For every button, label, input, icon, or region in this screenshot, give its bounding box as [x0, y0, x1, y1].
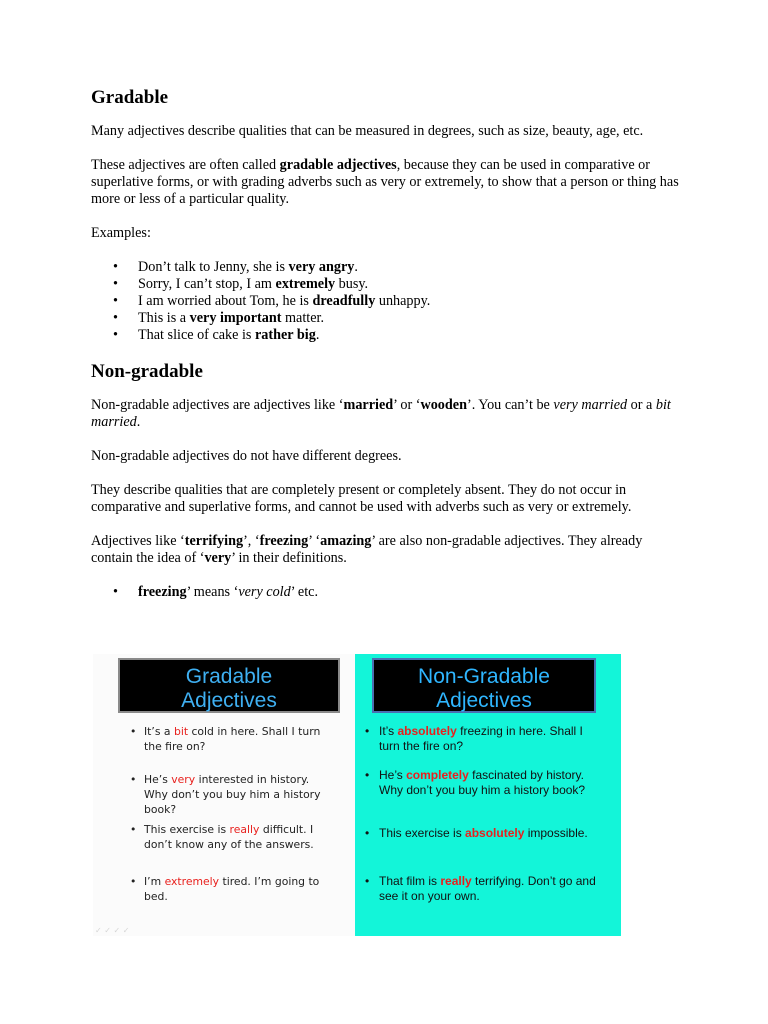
- text: Non-gradable adjectives are adjectives like ‘: [91, 397, 344, 413]
- text: Adjectives like ‘: [91, 533, 185, 549]
- bold-term: very: [204, 550, 232, 566]
- nongradable-title-box: [372, 658, 596, 713]
- text: This exercise is: [144, 823, 230, 836]
- text: ’ means ‘: [186, 584, 239, 600]
- text: busy.: [335, 276, 369, 292]
- nongradable-paragraph-3: They describe qualities that are completely present or completely absent. They do not occur in comparative and superlative forms, and cannot be used with adverbs such as very or extremely.: [91, 482, 632, 515]
- highlight-word: completely: [406, 768, 469, 782]
- nongradable-examples-list: [91, 584, 681, 601]
- panel-title-line: Adjectives: [181, 689, 277, 712]
- bold-term: amazing: [320, 533, 372, 549]
- text: That slice of cake is: [138, 327, 255, 343]
- italic-term: very married: [553, 397, 628, 413]
- highlight-word: absolutely: [397, 724, 457, 738]
- text: This is a: [138, 310, 190, 326]
- text: .: [354, 259, 358, 275]
- bold-term: extremely: [275, 276, 336, 292]
- text: unhappy.: [375, 293, 431, 309]
- highlight-word: very: [171, 773, 196, 786]
- text: ’, ‘: [243, 533, 260, 549]
- faint-marks: ✓ ✓ ✓ ✓: [95, 926, 130, 935]
- highlight-word: really: [440, 874, 472, 888]
- text: It’s a: [144, 725, 174, 738]
- text: difficult. I don’t know any of the answers.: [144, 823, 314, 851]
- bold-term: wooden: [420, 397, 467, 413]
- panel-title-line: Non-Gradable: [418, 665, 550, 688]
- text: He’s: [144, 773, 172, 786]
- list-item: [138, 259, 681, 276]
- heading-gradable: Gradable: [91, 87, 169, 108]
- highlight-word: extremely: [164, 875, 220, 888]
- list-item: [138, 327, 681, 344]
- list-item: [138, 310, 681, 327]
- gradable-paragraph-2: [91, 157, 681, 208]
- bold-term: terrifying: [184, 533, 244, 549]
- text: It’s: [379, 724, 398, 738]
- gradable-example-list: [130, 724, 330, 904]
- nongradable-panel: [355, 654, 621, 936]
- text: ’ in their definitions.: [231, 550, 347, 566]
- text: ’ ‘: [308, 533, 321, 549]
- text: fascinated by history. Why don’t you buy him a history book?: [379, 768, 586, 797]
- highlight-word: really: [229, 823, 260, 836]
- list-item: [365, 874, 605, 904]
- panel-title-line: Adjectives: [436, 689, 532, 712]
- text: tired. I’m going to bed.: [144, 875, 320, 903]
- text: interested in history. Why don’t you buy him a history book?: [144, 773, 321, 816]
- text: He’s: [379, 768, 407, 782]
- italic-term: bit married: [91, 397, 671, 430]
- list-item: [130, 822, 330, 860]
- text: freezing in here. Shall I turn the fire on?: [379, 724, 583, 753]
- text: or a: [627, 397, 656, 413]
- text: I’m: [144, 875, 165, 888]
- bold-term: freezing: [138, 584, 187, 600]
- text: , because they can be used in comparative or superlative forms, or with grading adverbs such as very or extremely, to show that a person or thing has more or less of a particular quality.: [91, 157, 679, 207]
- bold-term: very angry: [288, 259, 355, 275]
- bold-term: gradable adjectives: [279, 157, 397, 173]
- gradable-title-box: [118, 658, 340, 713]
- nongradable-paragraph-2: Non-gradable adjectives do not have different degrees.: [91, 448, 402, 464]
- bold-term: very important: [189, 310, 282, 326]
- text: That film is: [379, 874, 441, 888]
- text: .: [136, 414, 141, 430]
- italic-term: very cold: [238, 584, 291, 600]
- text: ’. You can’t be: [466, 397, 554, 413]
- text: Don’t talk to Jenny, she is: [138, 259, 289, 275]
- text: matter.: [281, 310, 324, 326]
- nongradable-paragraph-4: [91, 533, 681, 567]
- list-item: [138, 293, 681, 310]
- bold-term: dreadfully: [312, 293, 376, 309]
- text: ’ are also non-gradable adjectives. They already contain the idea of ‘: [91, 533, 643, 566]
- list-item: [130, 772, 330, 816]
- list-item: [138, 584, 681, 601]
- text: impossible.: [524, 826, 588, 840]
- text: I am worried about Tom, he is: [138, 293, 313, 309]
- examples-label: Examples:: [91, 225, 151, 241]
- gradable-paragraph-1: Many adjectives describe qualities that can be measured in degrees, such as size, beauty, age, etc.: [91, 123, 644, 139]
- nongradable-paragraph-1: [91, 397, 681, 431]
- text: cold in here. Shall I turn the fire on?: [144, 725, 321, 753]
- text: This exercise is: [379, 826, 466, 840]
- highlight-word: absolutely: [465, 826, 525, 840]
- list-item: [365, 768, 605, 822]
- bold-term: rather big: [255, 327, 316, 343]
- gradable-examples-list: [91, 259, 681, 344]
- text: ’ or ‘: [393, 397, 421, 413]
- list-item: [365, 724, 605, 764]
- text: .: [315, 327, 320, 343]
- bold-term: freezing: [259, 533, 309, 549]
- highlight-word: bit: [173, 725, 189, 738]
- text: ’ etc.: [290, 584, 319, 600]
- list-item: [130, 874, 330, 904]
- text: These adjectives are often called: [91, 157, 280, 173]
- list-item: [130, 724, 330, 762]
- comparison-image: [93, 654, 621, 936]
- gradable-panel: [93, 654, 355, 936]
- nongradable-example-list: [365, 724, 605, 904]
- heading-nongradable: Non-gradable: [91, 361, 203, 382]
- list-item: [365, 826, 605, 866]
- list-item: [138, 276, 681, 293]
- bold-term: married: [343, 397, 394, 413]
- text: terrifying. Don’t go and see it on your own.: [379, 874, 596, 903]
- text: Sorry, I can’t stop, I am: [138, 276, 276, 292]
- panel-title-line: Gradable: [185, 665, 273, 688]
- document-body: [91, 86, 681, 601]
